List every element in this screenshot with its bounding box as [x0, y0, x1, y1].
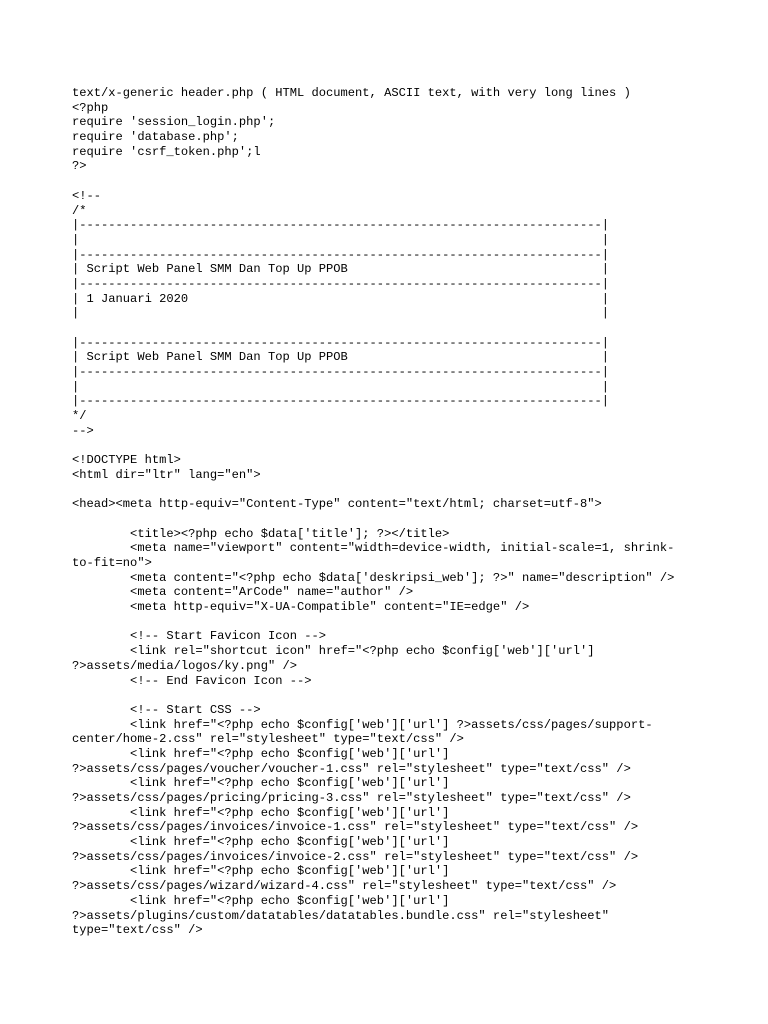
code-line: <!--: [72, 188, 102, 203]
code-line: |------------------------------------------------------------------------|: [72, 365, 610, 380]
code-line: [72, 688, 712, 703]
document-page: [72, 86, 712, 938]
code-line: <link href="<?php echo $config['web']['url']: [72, 746, 450, 761]
code-line: <!DOCTYPE html>: [72, 453, 181, 468]
code-line: ?>assets/css/pages/voucher/voucher-1.css" rel="stylesheet" type="text/css" />: [72, 761, 631, 776]
code-line: require 'database.php';: [72, 130, 239, 145]
code-line: [72, 439, 712, 454]
code-line: <link href="<?php echo $config['web']['url'] ?>assets/css/pages/support-: [72, 717, 653, 732]
code-line: |------------------------------------------------------------------------|: [72, 394, 610, 409]
code-line: text/x-generic header.php ( HTML document, ASCII text, with very long lines ): [72, 86, 631, 100]
code-line: center/home-2.css" rel="stylesheet" type="text/css" />: [72, 732, 464, 747]
code-line: <!-- Start CSS -->: [72, 702, 261, 717]
code-line: ?>assets/css/pages/wizard/wizard-4.css" rel="stylesheet" type="text/css" />: [72, 879, 617, 894]
code-line: <link href="<?php echo $config['web']['url']: [72, 776, 450, 791]
code-line: <meta content="ArCode" name="author" />: [72, 585, 414, 600]
code-line: <link href="<?php echo $config['web']['url']: [72, 835, 450, 850]
code-line: <meta content="<?php echo $data['deskripsi_web']; ?>" name="description" />: [72, 570, 675, 585]
code-line: <link href="<?php echo $config['web']['url']: [72, 864, 450, 879]
code-line: require 'csrf_token.php';l: [72, 144, 261, 159]
code-line: [72, 174, 712, 189]
code-line: [72, 483, 712, 498]
code-line: [72, 615, 712, 630]
code-line: |------------------------------------------------------------------------|: [72, 335, 610, 350]
code-line: to-fit=no">: [72, 556, 152, 570]
code-line: <link href="<?php echo $config['web']['url']: [72, 805, 450, 820]
code-line: require 'session_login.php';: [72, 115, 276, 130]
code-line: [72, 321, 712, 336]
code-line: <link rel="shortcut icon" href="<?php echo $config['web']['url']: [72, 644, 595, 659]
code-line: ?>assets/css/pages/invoices/invoice-1.css" rel="stylesheet" type="text/css" />: [72, 820, 639, 835]
code-line: type="text/css" />: [72, 923, 203, 938]
code-line: | Script Web Panel SMM Dan Top Up PPOB |: [72, 350, 610, 365]
code-line: <html dir="ltr" lang="en">: [72, 467, 261, 482]
code-line: <title><?php echo $data['title']; ?></title>: [72, 526, 450, 541]
code-line: <head><meta http-equiv="Content-Type" content="text/html; charset=utf-8">: [72, 497, 602, 512]
code-line: /*: [72, 203, 87, 218]
code-line: -->: [72, 423, 94, 438]
code-line: ?>assets/plugins/custom/datatables/datatables.bundle.css" rel="stylesheet": [72, 908, 610, 923]
code-line: ?>assets/css/pages/invoices/invoice-2.css" rel="stylesheet" type="text/css" />: [72, 849, 639, 864]
code-line: <?php: [72, 100, 109, 115]
code-line: <meta name="viewport" content="width=device-width, initial-scale=1, shrink-: [72, 541, 675, 556]
code-line: | Script Web Panel SMM Dan Top Up PPOB |: [72, 262, 610, 277]
code-line: |------------------------------------------------------------------------|: [72, 276, 610, 291]
code-line: | |: [72, 379, 610, 394]
code-line: ?>: [72, 159, 87, 174]
code-line: ?>assets/css/pages/pricing/pricing-3.css" rel="stylesheet" type="text/css" />: [72, 791, 631, 805]
code-line: |------------------------------------------------------------------------|: [72, 247, 610, 262]
code-line: [72, 512, 712, 527]
code-line: | |: [72, 306, 610, 321]
code-line: <!-- End Favicon Icon -->: [72, 673, 312, 688]
code-line: ?>assets/media/logos/ky.png" />: [72, 658, 297, 673]
code-line: */: [72, 409, 87, 424]
code-line: <!-- Start Favicon Icon -->: [72, 629, 327, 644]
code-line: |------------------------------------------------------------------------|: [72, 218, 610, 233]
code-line: | |: [72, 232, 610, 247]
code-line: <meta http-equiv="X-UA-Compatible" content="IE=edge" />: [72, 600, 530, 615]
code-line: <link href="<?php echo $config['web']['url']: [72, 893, 450, 908]
code-line: | 1 Januari 2020 |: [72, 291, 610, 306]
